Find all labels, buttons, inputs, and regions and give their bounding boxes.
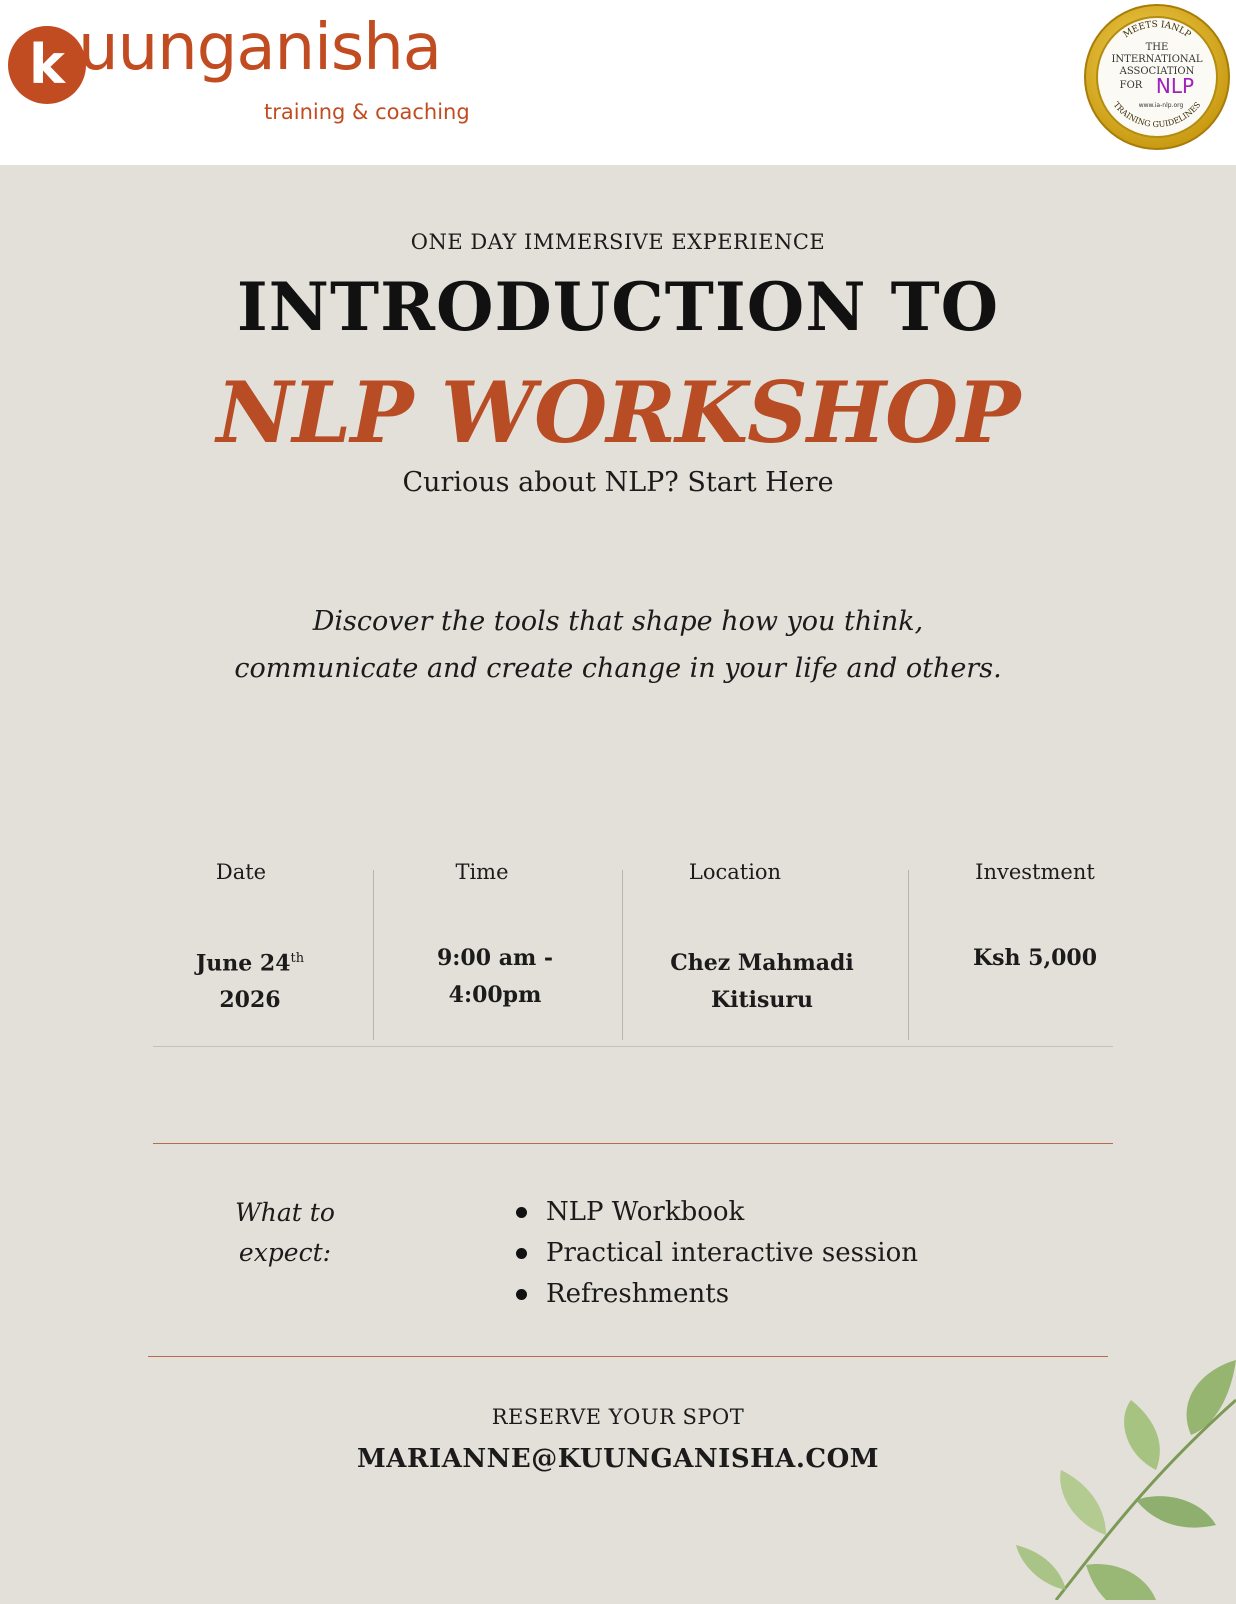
eyebrow-text: ONE DAY IMMERSIVE EXPERIENCE [410,230,826,254]
svg-text:TRAINING GUIDELINES: TRAINING GUIDELINES [1111,100,1203,130]
column-divider [908,870,909,1040]
list-item [512,1192,918,1233]
date-value [170,940,330,1019]
column-divider [622,870,623,1040]
expect-top-rule [153,1143,1113,1144]
expect-list [512,1192,918,1315]
reserve-label: RESERVE YOUR SPOT [491,1405,745,1429]
time-label: Time [455,860,509,884]
seal-line-3: ASSOCIATION [1119,66,1195,77]
date-year: 2026 [219,987,281,1014]
logo-wordmark: uunganisha [78,11,441,85]
list-item-text: NLP Workbook [546,1197,745,1227]
logo-tagline: training & coaching [264,100,470,124]
seal-line-4: FOR [1119,80,1143,91]
list-item [512,1233,918,1274]
title-line-2: NLP WORKSHOP [216,363,1020,462]
location-value [652,945,872,1019]
time-value [410,940,580,1014]
investment-value: Ksh 5,000 [972,945,1098,971]
list-item-text: Refreshments [546,1279,730,1309]
bullet-icon [516,1207,527,1218]
tagline [0,598,1236,692]
location-label: Location [688,860,782,884]
time-end: 4:00pm [448,982,542,1008]
contact-email-link[interactable]: MARIANNE@KUUNGANISHA.COM [356,1444,880,1474]
bullet-icon [516,1289,527,1300]
time-start: 9:00 am - [436,945,554,971]
column-divider [373,870,374,1040]
leaf-branch-icon [986,1360,1236,1600]
tagline-line-2: communicate and create change in your life and others. [234,653,1002,684]
subtitle: Curious about NLP? Start Here [402,467,834,498]
expect-label-line-1: What to [235,1198,335,1227]
date-suffix: th [290,951,305,966]
date-day: June 24 [195,950,291,977]
list-item-text: Practical interactive session [546,1238,919,1268]
investment-label: Investment [975,860,1095,884]
date-label: Date [215,860,267,884]
svg-text:MEETS IANLP: MEETS IANLP [1121,19,1193,41]
expect-label-line-2: expect: [238,1238,332,1267]
list-item [512,1274,918,1315]
title-line-1: INTRODUCTION TO [236,268,1000,346]
table-bottom-rule [153,1046,1113,1047]
header-bar [0,0,1236,165]
seal-line-1: THE [1145,42,1169,53]
location-area: Kitisuru [711,987,813,1013]
seal-line-2: INTERNATIONAL [1111,54,1203,65]
kuunganisha-logo [8,11,488,132]
seal-nlp: NLP [1155,74,1195,98]
expect-bottom-rule [148,1356,1108,1357]
expect-label [210,1193,360,1273]
tagline-line-1: Discover the tools that shape how you think, [312,606,924,637]
logo-mark: k [8,26,86,104]
location-venue: Chez Mahmadi [670,950,854,976]
ianlp-seal-icon [1083,3,1231,151]
seal-url: www.ia-nlp.org [1138,102,1184,109]
bullet-icon [516,1248,527,1259]
